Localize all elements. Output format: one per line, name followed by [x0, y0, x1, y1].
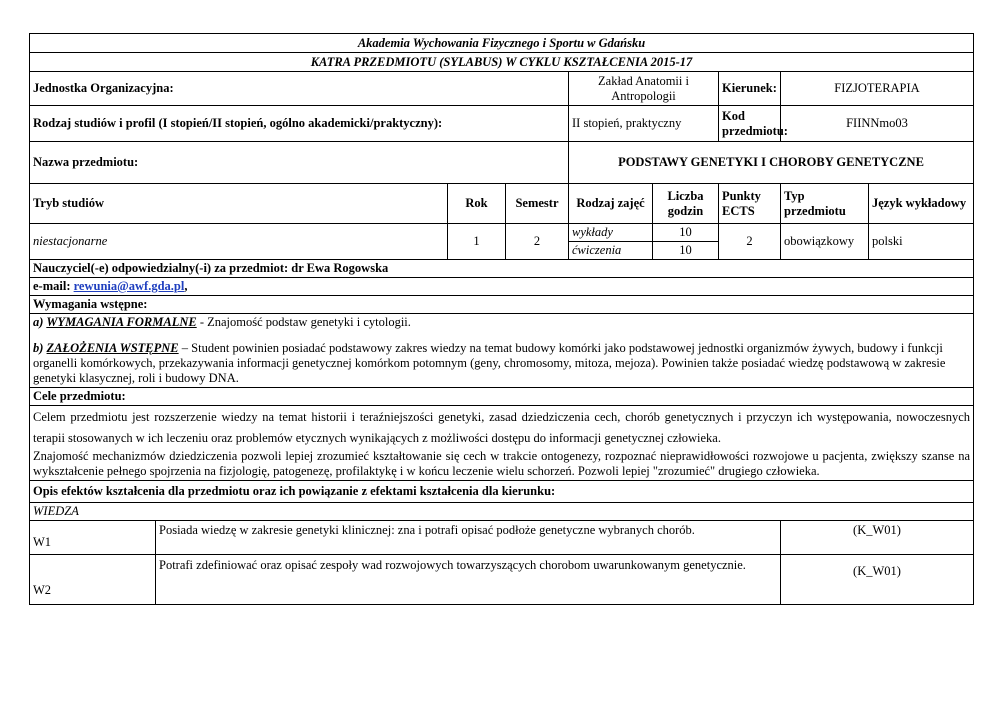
goals-title: Cele przedmiotu:	[30, 388, 974, 406]
class-type-lectures: wykłady	[569, 224, 653, 242]
requirement-b-text: – Student powinien posiadać podstawowy zakres wiedzy na temat budowy komórki jako podstawowej jednostki organizmów żywych, budowy i funkcji organelli komórkowych, przekazywania informacji genetycznej komórkom potomnym (geny, chromosomy, mitoza, mejoza). Powinien także posiadać wiedzę podstawową w zakresie genetyki klasycznej, roli i budowy DNA.	[33, 341, 946, 385]
outcome-code: W2	[30, 555, 156, 605]
card-title: KATRA PRZEDMIOTU (SYLABUS) W CYKLU KSZTAŁCENIA 2015-17	[30, 53, 974, 72]
mode-value: niestacjonarne	[30, 224, 448, 260]
outcome-code: W1	[30, 521, 156, 555]
language-header: Język wykładowy	[869, 184, 974, 224]
requirement-b-prefix: b)	[33, 341, 47, 355]
subject-name-value: PODSTAWY GENETYKI I CHOROBY GENETYCZNE	[569, 142, 974, 184]
study-type-value: II stopień, praktyczny	[569, 106, 719, 142]
language-value: polski	[869, 224, 974, 260]
requirements-body	[30, 314, 974, 388]
year-header: Rok	[448, 184, 506, 224]
hours-header: Liczba godzin	[667, 188, 704, 218]
goals-paragraph-2: Znajomość mechanizmów dziedziczenia pozwoli lepiej zrozumieć kształtowanie się cech w trakcie ontogenezy, rozpoznać nieprawidłowości rozwojowe u pacjenta, zwiększy szanse na wykształcenie pełnego spojrzenia na fizjologię, patogenezę, profilaktykę i w końcu leczenie wielu schorzeń. Pozwoli lepiej "zrozumieć" drugiego człowieka.	[33, 449, 970, 478]
email-label: e-mail:	[33, 279, 74, 293]
outcome-ref: (K_W01)	[781, 521, 974, 555]
requirement-a	[33, 315, 970, 330]
subject-code-label: Kod przedmiotu:	[719, 106, 781, 142]
ects-header: Punkty ECTS	[719, 184, 781, 224]
class-type-header: Rodzaj zajęć	[569, 184, 653, 224]
outcomes-category: WIEDZA	[30, 503, 974, 521]
semester-header: Semestr	[506, 184, 569, 224]
syllabus-table	[29, 33, 974, 605]
requirement-a-label: WYMAGANIA FORMALNE	[46, 315, 197, 329]
hours-lectures: 10	[653, 224, 719, 242]
mode-header: Tryb studiów	[30, 184, 448, 224]
email-suffix: ,	[184, 279, 188, 293]
subject-code-value: FIINNmo03	[781, 106, 974, 142]
semester-value: 2	[506, 224, 569, 260]
email-link[interactable]: rewunia@awf.gda.pl	[73, 279, 185, 293]
requirement-a-text: - Znajomość podstaw genetyki i cytologii.	[196, 315, 411, 329]
hours-header-cell	[653, 184, 719, 224]
goals-body	[30, 406, 974, 481]
requirement-b-label: ZAŁOŻENIA WSTĘPNE	[46, 341, 179, 355]
outcome-text: Posiada wiedzę w zakresie genetyki klinicznej: zna i potrafi opisać podłoże genetyczne wybranych chorób.	[156, 521, 781, 555]
outcome-ref: (K_W01)	[781, 555, 974, 605]
university-name: Akademia Wychowania Fizycznego i Sportu w Gdańsku	[30, 34, 974, 53]
ects-value: 2	[719, 224, 781, 260]
outcome-text: Potrafi zdefiniować oraz opisać zespoły wad rozwojowych towarzyszących chorobom uwarunkowanym genetycznie.	[156, 555, 781, 605]
syllabus-sheet	[29, 33, 973, 605]
subject-name-label: Nazwa przedmiotu:	[30, 142, 569, 184]
goals-paragraph-1: Celem przedmiotu jest rozszerzenie wiedzy na temat historii i teraźniejszości genetyki, zasad dziedziczenia cech, chorób genetycznych i przyczyn ich występowania, nowoczesnych terapii stosowanych w ich leczeniu oraz problemów etycznych wynikających z możliwości dostępu do informacji genetycznej człowieka.	[33, 410, 970, 445]
org-unit-value: Zakład Anatomii i Antropologii	[569, 72, 719, 106]
hours-exercises: 10	[653, 242, 719, 260]
subject-type-value: obowiązkowy	[781, 224, 869, 260]
requirements-title: Wymagania wstępne:	[30, 296, 974, 314]
study-type-label: Rodzaj studiów i profil (I stopień/II stopień, ogólno akademicki/praktyczny):	[30, 106, 569, 142]
field-of-study-value: FIZJOTERAPIA	[781, 72, 974, 106]
teacher-line: Nauczyciel(-e) odpowiedzialny(-i) za przedmiot: dr Ewa Rogowska	[30, 260, 974, 278]
field-of-study-label: Kierunek:	[719, 72, 781, 106]
subject-type-header: Typ przedmiotu	[781, 184, 869, 224]
outcomes-title: Opis efektów kształcenia dla przedmiotu oraz ich powiązanie z efektami kształcenia dla kierunku:	[30, 481, 974, 503]
year-value: 1	[448, 224, 506, 260]
requirement-b	[33, 341, 970, 386]
requirement-a-prefix: a)	[33, 315, 47, 329]
org-unit-label: Jednostka Organizacyjna:	[30, 72, 569, 106]
email-line	[30, 278, 974, 296]
class-type-exercises: ćwiczenia	[569, 242, 653, 260]
